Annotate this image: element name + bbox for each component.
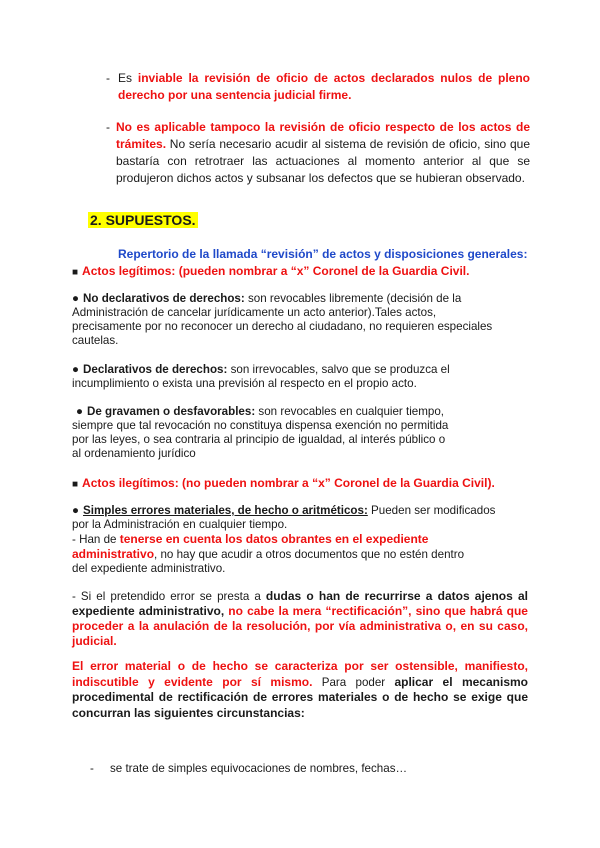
repertorio-line <box>118 246 527 263</box>
square-bullet: ■ <box>72 479 79 490</box>
declarativos-block <box>72 363 532 391</box>
ilegitimos-text: Actos ilegítimos: (no pueden nombrar a “x” Coronel de la Guardia Civil). <box>82 476 495 490</box>
round-bullet: ● <box>76 405 84 418</box>
round-bullet: ● <box>72 363 80 376</box>
repertorio-text: Repertorio de la llamada “revisión” de actos y disposiciones generales: <box>118 247 528 261</box>
line: son revocables libremente (decisión de la <box>244 292 462 305</box>
red-text: No es aplicable tampoco la revisión de oficio respecto de los actos de trámites. <box>116 120 530 151</box>
dash: - <box>90 762 94 775</box>
line: incumplimiento o exista una previsión al respecto en el propio acto. <box>72 377 417 390</box>
bold-text: dudas o han de recurrirse a datos ajenos al expediente administrativo, <box>72 589 528 618</box>
body-text: Para poder <box>312 675 395 689</box>
line: siempre que tal revocación no constituya dispensa exención no permitida <box>72 419 449 432</box>
line: , no hay que acudir a otros documentos que no estén dentro <box>154 548 465 561</box>
line: del expediente administrativo. <box>72 562 226 575</box>
line: por la Administración en cualquier tiempo. <box>72 518 288 531</box>
line: cautelas. <box>72 334 119 347</box>
body-text: - Si el pretendido error se presta a <box>72 590 266 603</box>
dash: - <box>106 120 110 134</box>
line: son revocables en cualquier tiempo, <box>255 405 445 418</box>
item-text: se trate de simples equivocaciones de nombres, fechas… <box>110 762 408 775</box>
line: son irrevocables, salvo que se produzca el <box>227 363 450 376</box>
red-text: no cabe la mera “rectificación”, sino que habrá que proceder a la anulación de la resolución, por vía administrativa o, en su caso, judicial. <box>72 604 528 648</box>
line: por las leyes, o sea contraria al principio de igualdad, al interés público o <box>72 433 446 446</box>
red-text: administrativo <box>72 547 155 561</box>
line: Administración de cancelar jurídicamente un acto anterior).Tales actos, <box>72 306 437 319</box>
line: Pueden ser modificados <box>367 504 496 517</box>
heading-text: 2. SUPUESTOS. <box>90 212 196 228</box>
label: Simples errores materiales, de hecho o aritméticos: <box>83 504 368 517</box>
red-text: tenerse en cuenta los datos obrantes en el expediente <box>119 532 429 546</box>
line: al ordenamiento jurídico <box>72 447 196 460</box>
section-heading <box>88 212 198 230</box>
pretendido-paragraph <box>72 589 528 649</box>
legitimos-line <box>72 263 469 281</box>
last-dash-item <box>90 762 407 776</box>
square-bullet: ■ <box>72 267 79 278</box>
error-material-paragraph <box>72 659 528 721</box>
label: Declarativos de derechos: <box>83 363 228 376</box>
prefix-text: Es <box>118 71 133 85</box>
gravamen-block <box>72 405 532 461</box>
bold-text: aplicar el mecanismo procedimental de rectificación de errores materiales o de hecho se exige que concurran las siguientes circunstancias: <box>72 674 528 720</box>
ilegitimos-line <box>72 475 495 493</box>
round-bullet: ● <box>72 292 80 305</box>
legitimos-text: Actos legítimos: (pueden nombrar a “x” Coronel de la Guardia Civil. <box>82 264 470 278</box>
red-text: El error material o de hecho se caracteriza por ser ostensible, manifiesto, indiscutible y evidente por sí mismo. <box>72 659 528 689</box>
paragraph-nulos <box>106 70 530 104</box>
dash: - <box>106 71 110 85</box>
simples-errores-block <box>72 504 532 576</box>
body-text: No sería necesario acudir al sistema de revisión de oficio, sino que bastaría con retrotraer las actuaciones al momento anterior al que se produjeron dichos actos y subsanar los defectos que se hubieran observado. <box>116 137 530 185</box>
label: No declarativos de derechos: <box>83 292 245 305</box>
label: De gravamen o desfavorables: <box>87 405 256 418</box>
no-declarativos-block <box>72 292 532 348</box>
line: precisamente por no reconocer un derecho al ciudadano, no requieren especiales <box>72 320 493 333</box>
round-bullet: ● <box>72 504 80 517</box>
line-prefix: - Han de <box>72 533 120 546</box>
paragraph-tramites <box>106 119 530 187</box>
red-text: inviable la revisión de oficio de actos declarados nulos de pleno derecho por una sentencia judicial firme. <box>118 71 530 102</box>
